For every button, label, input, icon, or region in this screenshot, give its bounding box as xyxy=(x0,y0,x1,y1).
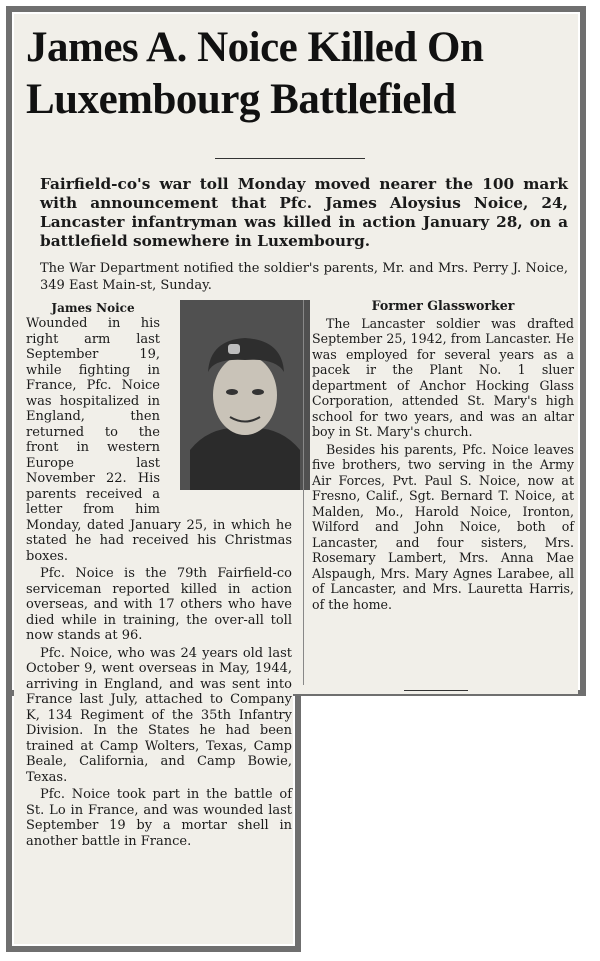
left-paragraph-2: Pfc. Noice is the 79th Fairfield-co serviceman reported killed in action overseas, and with 17 others who have died while in training, the over-all toll now stands at 96. xyxy=(26,566,292,643)
right-paragraph-2: Besides his parents, Pfc. Noice leaves five brothers, two serving in the Army Air Forces, Pvt. Paul S. Noice, now at Fresno, Calif., Sgt. Bernard T. Noice, at Malden, Mo., Harold Noice, Ironton, Wilford and John Noice, both of Lancaster, and four sisters, Mrs. Rosemary Lambert, Mrs. Anna Mae Alspaugh, Mrs. Mary Agnes Larabee, all of Lancaster, and Mrs. Lauretta Harris, of the home. xyxy=(312,441,574,612)
right-paragraph-1: The Lancaster soldier was drafted September 25, 1942, from Lancaster. He was employed for several years as a pacek ir the Plant No. 1 sluer department of Anchor Hocking Glass Corporation, attended St. Mary's high school for two years, and was an altar boy in St. Mary's church. xyxy=(312,315,574,439)
left-paragraph-1-text: Wounded in his right arm last September 19, while fighting in France, Pfc. Noice was hospitalized in England, then returned to the front in western Europe last November 22. His parents received a letter from him Monday, dated January 25, in which he stated he had received his Christmas boxes. xyxy=(26,316,292,564)
left-paragraph-4: Pfc. Noice took part in the battle of St. Lo in France, and was wounded last September 19 by a mortar shell in another battle in France. xyxy=(26,787,292,849)
end-rule xyxy=(404,690,468,691)
portrait-image xyxy=(180,300,310,490)
right-column xyxy=(312,298,574,614)
headline: James A. Noice Killed On Luxembourg Battlefield xyxy=(26,24,484,123)
subheading: Former Glassworker xyxy=(371,298,515,313)
soldier-photo xyxy=(166,300,296,508)
headline-rule xyxy=(215,158,365,159)
photo-caption: James Noice xyxy=(51,301,135,315)
lead-paragraph: Fairfield-co's war toll Monday moved nearer the 100 mark with announcement that Pfc. James Aloysius Noice, 24, Lancaster infantryman was killed in action January 28, on a battlefield somewhere in Luxembourg. xyxy=(40,175,568,250)
column-divider xyxy=(303,300,304,685)
second-paragraph: The War Department notified the soldier's parents, Mr. and Mrs. Perry J. Noice, 349 East Main-st, Sunday. xyxy=(40,261,568,293)
left-paragraph-3: Pfc. Noice, who was 24 years old last October 9, went overseas in May, 1944, arriving in England, and was sent into France last July, attached to Company K, 134 Regiment of the 35th Infantry Division. In the States he had been trained at Camp Wolters, Texas, Camp Beale, California, and Camp Bowie, Texas. xyxy=(26,645,292,785)
left-column xyxy=(26,298,292,851)
